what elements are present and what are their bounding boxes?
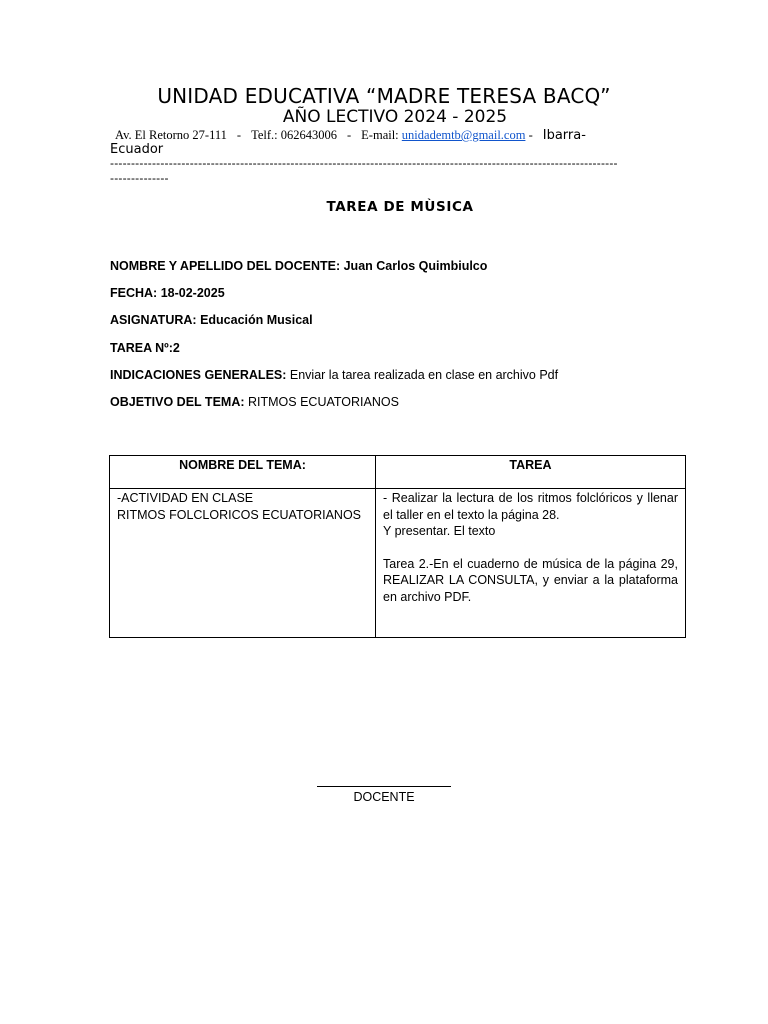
teacher-value: Juan Carlos Quimbiulco <box>343 259 488 273</box>
city-part1: Ibarra- <box>542 128 586 143</box>
task-paragraph: Tarea 2.-En el cuaderno de música de la página 29, REALIZAR LA CONSULTA, y enviar a la plataforma en archivo PDF. <box>383 556 678 604</box>
table-header-task: TAREA <box>376 456 686 489</box>
signature-line <box>317 786 451 787</box>
table-header-topic: NOMBRE DEL TEMA: <box>110 456 376 489</box>
phone: Telf.: 062643006 <box>251 128 337 142</box>
table-header-row <box>110 456 686 489</box>
task-number-label: TAREA Nº: <box>110 341 173 355</box>
separator-line-end: -------------- <box>110 171 169 185</box>
date-value: 18-02-2025 <box>160 286 225 300</box>
dash-separator: - <box>236 128 242 142</box>
topic-line: -ACTIVIDAD EN CLASE <box>117 491 254 505</box>
city-part2: Ecuador <box>110 142 164 157</box>
subject-field <box>110 313 313 327</box>
email-link[interactable]: unidademtb@gmail.com <box>401 128 526 142</box>
signature-label: DOCENTE <box>353 790 415 804</box>
email-label: E-mail: <box>361 128 399 142</box>
topic-line: RITMOS FOLCLORICOS ECUATORIANOS <box>117 507 362 522</box>
contact-line <box>115 128 655 143</box>
dash-separator: - <box>528 128 533 142</box>
task-table <box>109 455 686 638</box>
instructions-field <box>110 368 558 382</box>
address: Av. El Retorno 27-111 <box>115 128 227 142</box>
objective-value: RITMOS ECUATORIANOS <box>248 395 399 409</box>
subject-label: ASIGNATURA: <box>110 313 197 327</box>
objective-label: OBJETIVO DEL TEMA: <box>110 395 245 409</box>
dash-separator: - <box>347 128 352 142</box>
instructions-value: Enviar la tarea realizada en clase en archivo Pdf <box>289 368 559 382</box>
subject-value: Educación Musical <box>200 313 313 327</box>
school-name: UNIDAD EDUCATIVA “MADRE TERESA BACQ” <box>157 84 611 108</box>
task-paragraph: Y presentar. El texto <box>383 524 496 538</box>
teacher-label: NOMBRE Y APELLIDO DEL DOCENTE: <box>110 259 341 273</box>
school-year: AÑO LECTIVO 2024 - 2025 <box>282 107 508 127</box>
topic-cell <box>110 489 376 638</box>
task-number-value: 2 <box>172 341 180 355</box>
teacher-field <box>110 259 487 273</box>
date-label: FECHA: <box>110 286 158 300</box>
task-number-field <box>110 341 180 355</box>
objective-field <box>110 395 399 409</box>
separator-line: ------------------------------------------------------------------------------------------------------------------------- <box>110 156 618 170</box>
document-title: TAREA DE MÙSICA <box>326 199 474 215</box>
date-field <box>110 286 225 300</box>
task-cell <box>376 489 686 638</box>
table-row <box>110 489 686 638</box>
instructions-label: INDICACIONES GENERALES: <box>110 368 287 382</box>
task-paragraph: - Realizar la lectura de los ritmos folclóricos y llenar el taller en el texto la página 28. <box>383 491 678 522</box>
